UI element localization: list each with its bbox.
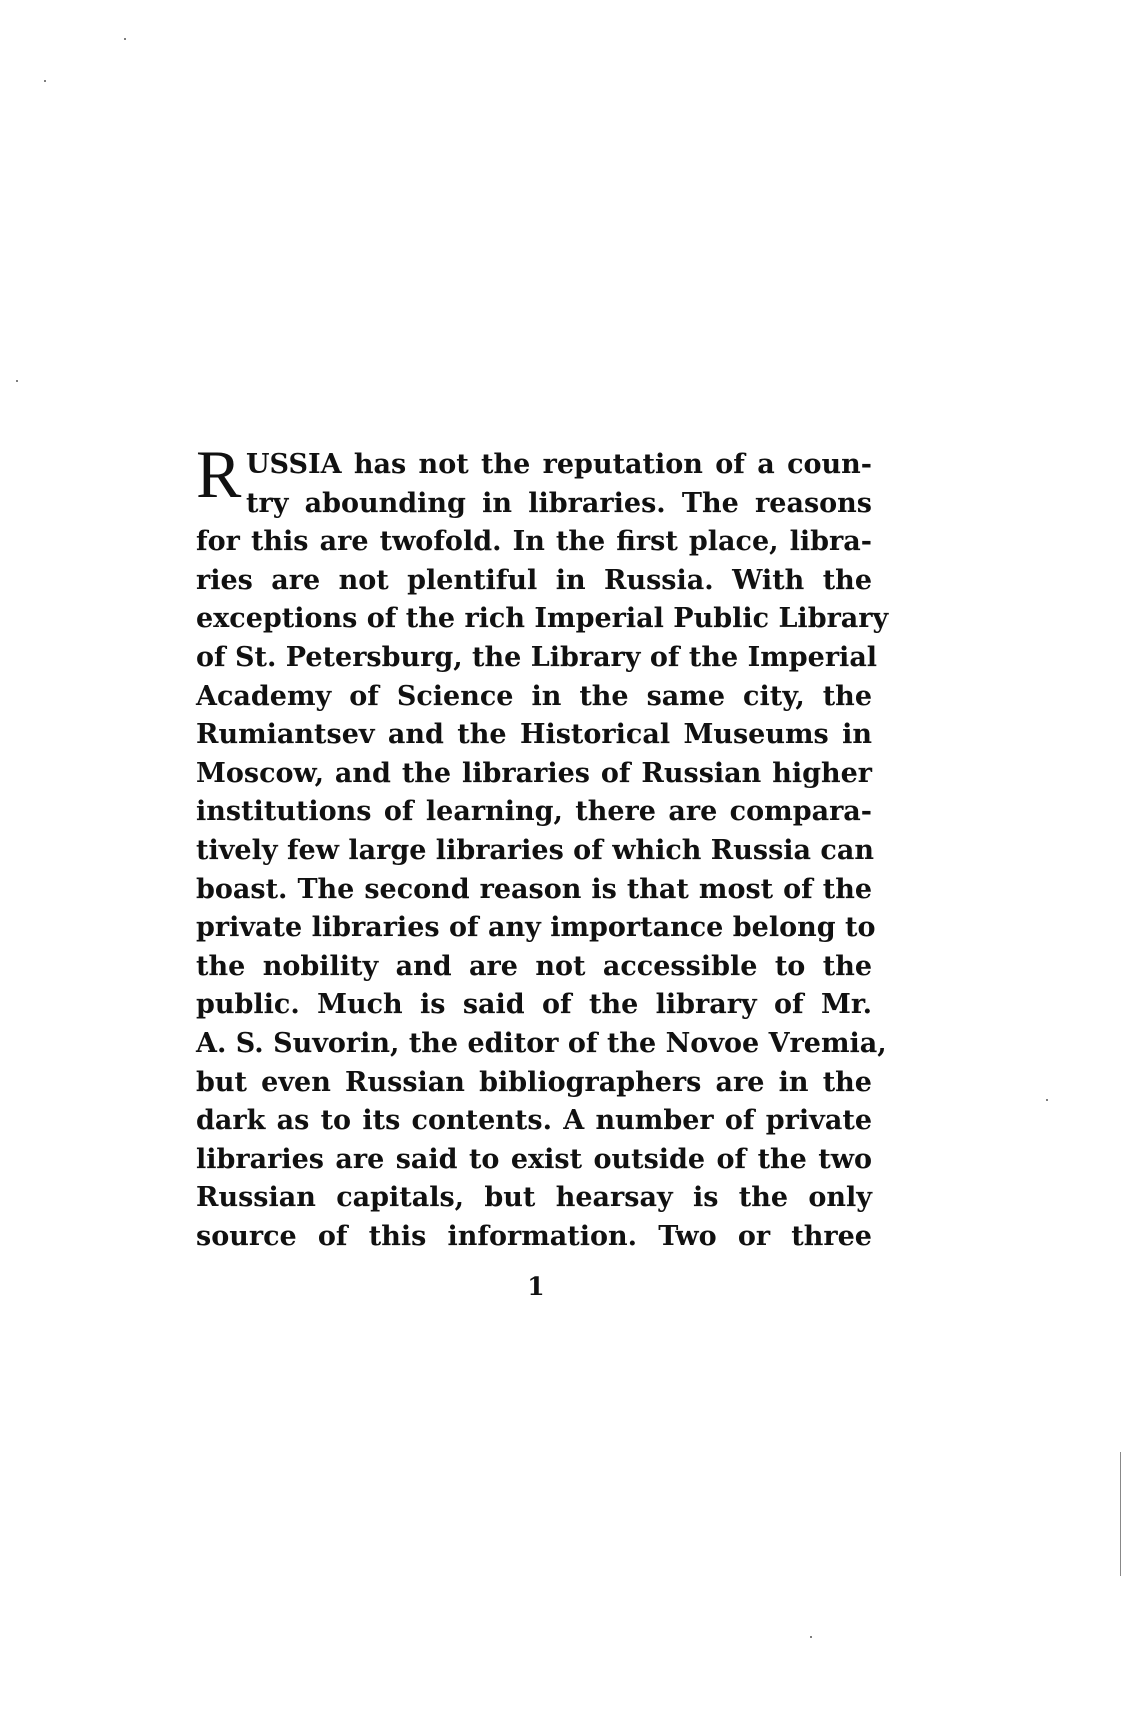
text-line-10: institutions of learning, there are compara- bbox=[196, 796, 872, 828]
scan-speck bbox=[1046, 1099, 1048, 1101]
text-line-9: Moscow, and the libraries of Russian higher bbox=[196, 757, 872, 789]
text-line-11: tively few large libraries of which Russia can bbox=[196, 834, 874, 866]
text-line-14: the nobility and are not accessible to the bbox=[196, 950, 872, 982]
text-line-3: for this are twofold. In the first place, libra- bbox=[196, 526, 872, 558]
page-number: 1 bbox=[527, 1272, 545, 1301]
text-line-6: of St. Petersburg, the Library of the Imperial bbox=[196, 641, 878, 673]
scan-speck bbox=[16, 380, 18, 382]
text-line-20: Russian capitals, but hearsay is the only bbox=[196, 1182, 872, 1214]
scan-speck bbox=[124, 38, 126, 40]
text-line-5: exceptions of the rich Imperial Public Library bbox=[196, 603, 889, 635]
text-line-21: source of this information. Two or three bbox=[196, 1220, 872, 1252]
scan-edge-line bbox=[1120, 1452, 1121, 1576]
text-line-17: but even Russian bibliographers are in the bbox=[196, 1066, 872, 1098]
text-line-2: try abounding in libraries. The reasons bbox=[246, 487, 872, 519]
scan-speck bbox=[810, 1636, 812, 1638]
drop-cap: R bbox=[196, 436, 242, 512]
text-line-15: public. Much is said of the library of Mr. bbox=[196, 989, 872, 1021]
text-line-8: Rumiantsev and the Historical Museums in bbox=[196, 719, 872, 751]
text-line-13: private libraries of any importance belong to bbox=[196, 912, 876, 944]
text-line-12: boast. The second reason is that most of the bbox=[196, 873, 872, 905]
text-line-16: A. S. Suvorin, the editor of the Novoe Vremia, bbox=[196, 1027, 887, 1059]
scan-speck bbox=[44, 80, 46, 82]
text-line-18: dark as to its contents. A number of private bbox=[196, 1105, 872, 1137]
text-line-19: libraries are said to exist outside of the two bbox=[196, 1143, 872, 1175]
text-line-1: R USSIA has not the reputation of a coun- bbox=[196, 436, 872, 512]
body-text bbox=[196, 436, 889, 1256]
text-line-7: Academy of Science in the same city, the bbox=[196, 680, 872, 712]
text-line-4: ries are not plentiful in Russia. With the bbox=[196, 564, 872, 596]
